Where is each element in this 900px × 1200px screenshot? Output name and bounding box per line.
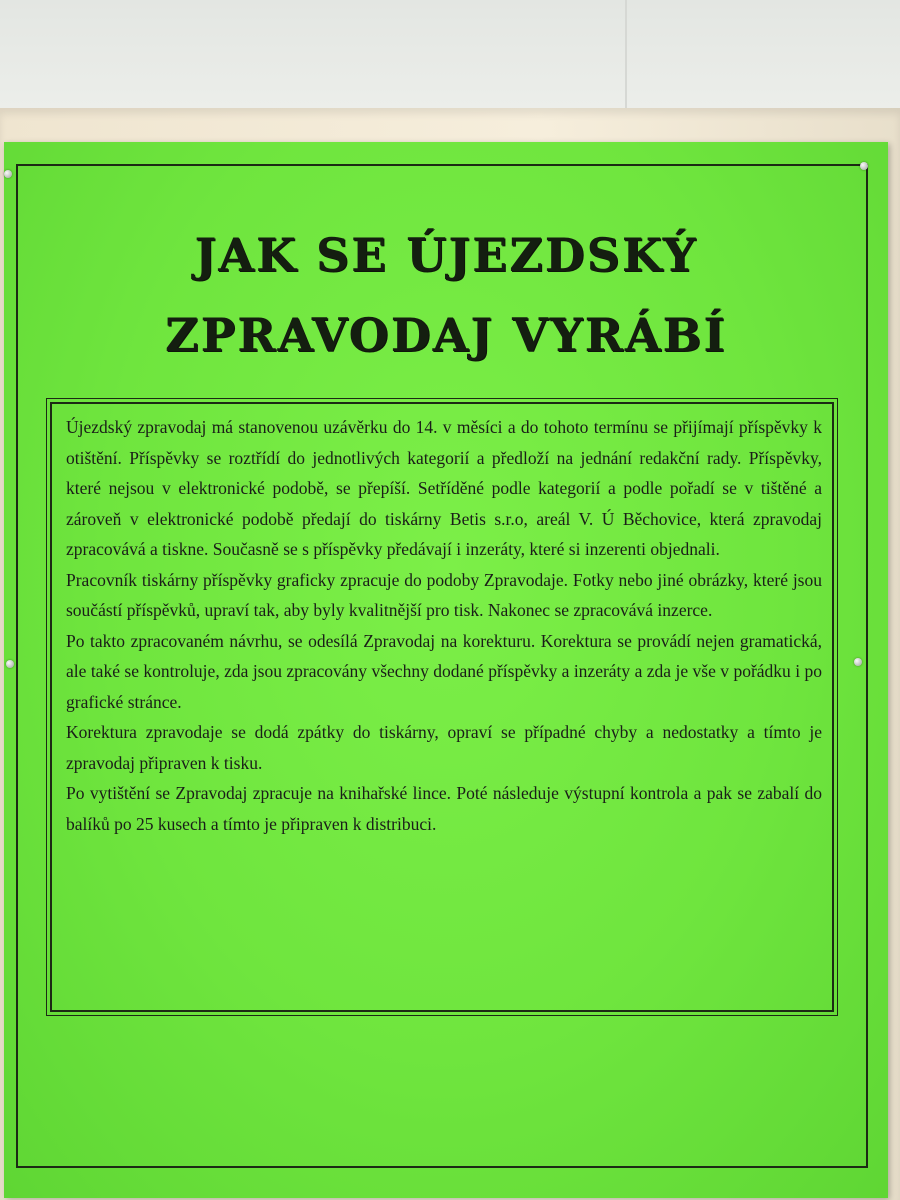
paragraph-graphic-processing: Pracovník tiskárny příspěvky graficky zpracuje do podoby Zpravodaje. Fotky nebo jiné obrázky, které jsou součástí příspěvků, upraví tak, aby byly kvalitnější pro tisk. Nakonec se zpracovává inzerce. xyxy=(66,569,822,620)
paragraph-binding-distribution: Po vytištění se Zpravodaj zpracuje na knihařské lince. Poté následuje výstupní kontrola a pak se zabalí do balíků po 25 kusech a tímto je připraven k distribuci. xyxy=(66,783,822,834)
paragraph-deadline: Újezdský zpravodaj má stanovenou uzávěrku do 14. v měsíci a do tohoto termínu se přijímají příspěvky k otištění. Příspěvky se roztřídí do jednotlivých kategorií a předloží na jednání redakční rady. Příspěvky, které nejsou v elektronické podobě, se přepíší. Setříděné podle kategorií a podle pořadí se v tištěné a zároveň v elektronické podobě předají do tiskárny Betis s.r.o, areál V. Ú Běchovice, která zpravodaj zpracovává a tiskne. Současně se s příspěvky předávají i inzeráty, které si inzerenti objednali. xyxy=(66,417,822,559)
text-box xyxy=(50,402,834,1012)
poster-title-line-1: JAK SE ÚJEZDSKÝ xyxy=(194,228,698,282)
paragraph-corrections: Korektura zpravodaje se dodá zpátky do tiskárny, opraví se případné chyby a nedostatky a tímto je zpravodaj připraven k tisku. xyxy=(66,722,822,773)
wall-seam xyxy=(625,0,627,110)
poster-title-line-2: ZPRAVODAJ VYRÁBÍ xyxy=(165,308,727,362)
pin-top-right xyxy=(860,162,868,170)
pin-mid-right xyxy=(854,658,862,666)
paragraph-proofreading: Po takto zpracovaném návrhu, se odesílá Zpravodaj na korekturu. Korektura se provádí nejen gramatická, ale také se kontroluje, zda jsou zpracovány všechny dodané příspěvky a inzeráty a zda je vše v pořádku i po grafické stránce. xyxy=(66,630,822,712)
pin-top-left xyxy=(4,170,12,178)
pin-mid-left xyxy=(6,660,14,668)
body-text xyxy=(66,412,822,839)
green-poster xyxy=(4,142,888,1198)
